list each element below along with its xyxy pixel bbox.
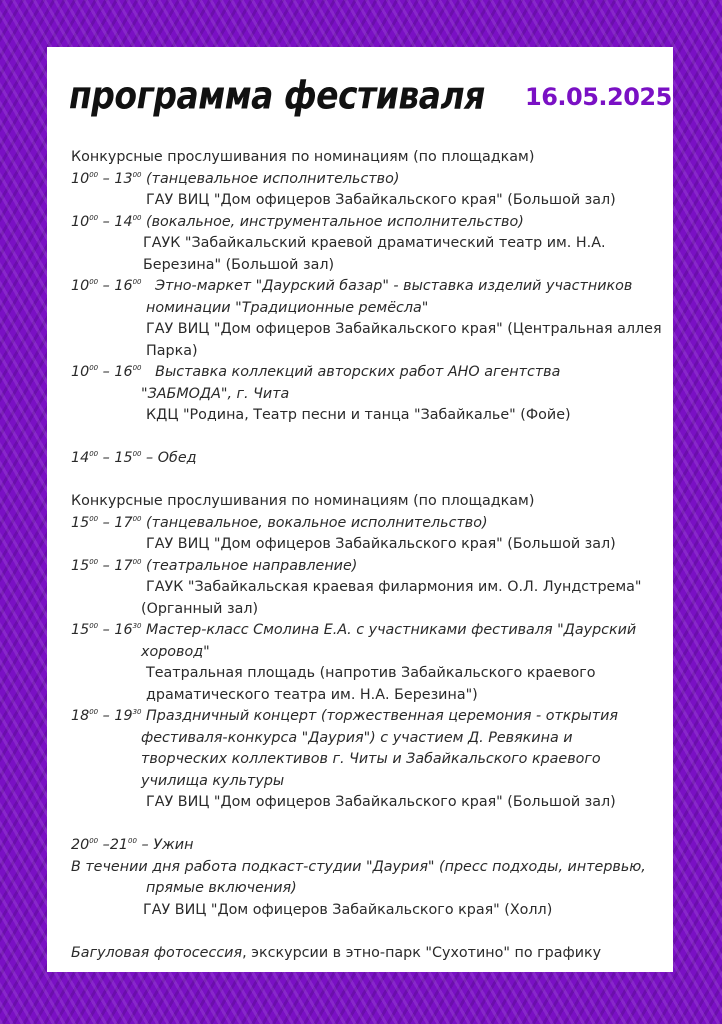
dinner-line: $20^{00}$ $-21^{00}$ – Ужин bbox=[71, 837, 194, 853]
program-sheet bbox=[47, 47, 673, 972]
description-line: училища культуры bbox=[141, 772, 285, 789]
venue-line: ГАУК "Забайкальская краевая филармония им. О.Л. Лундстрема" bbox=[146, 579, 642, 595]
description-line: "ЗАБМОДА", г. Чита bbox=[141, 385, 290, 402]
podcast-line: В течении дня работа подкаст-студии "Даурия" (пресс подходы, интервью, bbox=[71, 858, 646, 875]
venue-line: КДЦ "Родина, Театр песни и танца "Забайкалье" (Фойе) bbox=[146, 407, 571, 423]
schedule-time-line: $10^{00} - 16^{00}$ Этно-маркет "Даурский базар" - выставка изделий участников bbox=[71, 278, 633, 294]
schedule-time-line: $18^{00} - 19^{30}$ Праздничный концерт (торжественная церемония - открытия bbox=[71, 708, 619, 724]
venue-line: Парка) bbox=[146, 342, 198, 359]
schedule-time-line: $10^{00} - 13^{00}$ (танцевальное исполнительство) bbox=[71, 170, 400, 187]
section-heading: Конкурсные прослушивания по номинациям (по площадкам) bbox=[71, 149, 535, 165]
lunch-line: $14^{00} - 15^{00}$ – Обед bbox=[71, 450, 197, 466]
description-line: творческих коллективов г. Читы и Забайкальского краевого bbox=[141, 751, 601, 767]
venue-line: Театральная площадь (напротив Забайкальского краевого bbox=[146, 665, 596, 681]
section-heading: Конкурсные прослушивания по номинациям (по площадкам) bbox=[71, 493, 535, 509]
venue-line: ГАУ ВИЦ "Дом офицеров Забайкальского края" (Большой зал) bbox=[146, 536, 616, 552]
venue-line: ГАУ ВИЦ "Дом офицеров Забайкальского края" (Центральная аллея bbox=[146, 321, 662, 337]
schedule-time-line: $15^{00} - 17^{00}$ (театральное направление) bbox=[71, 557, 358, 574]
podcast-line: прямые включения) bbox=[146, 880, 297, 896]
program-content bbox=[71, 147, 661, 964]
description-line: хоровод" bbox=[141, 643, 210, 660]
description-line: фестиваля-конкурса "Даурия") с участием Д. Ревякина и bbox=[141, 729, 573, 746]
venue-line: Березина" (Большой зал) bbox=[143, 256, 335, 273]
schedule-time-line: $15^{00} - 16^{30}$ Мастер-класс Смолина Е.А. с участниками фестиваля "Даурский bbox=[71, 622, 637, 638]
footer-line: Багуловая фотосессия, экскурсии в этно-парк "Сухотино" по графику bbox=[71, 944, 602, 961]
description-line: номинации "Традиционные ремёсла" bbox=[146, 299, 429, 316]
venue-line: (Органный зал) bbox=[141, 600, 259, 617]
schedule-time-line: $10^{00} - 14^{00}$ (вокальное, инструментальное исполнительство) bbox=[71, 213, 524, 230]
venue-line: драматического театра им. Н.А. Березина") bbox=[146, 686, 478, 703]
venue-line: ГАУ ВИЦ "Дом офицеров Забайкальского края" (Большой зал) bbox=[146, 192, 616, 208]
schedule-time-line: $15^{00} - 17^{00}$ (танцевальное, вокальное исполнительство) bbox=[71, 514, 488, 531]
page-title: программа фестиваля bbox=[69, 73, 485, 118]
venue-line: ГАУ ВИЦ "Дом офицеров Забайкальского края" (Большой зал) bbox=[146, 794, 616, 810]
venue-line: ГАУ ВИЦ "Дом офицеров Забайкальского края" (Холл) bbox=[143, 901, 553, 918]
venue-line: ГАУК "Забайкальский краевой драматический театр им. Н.А. bbox=[143, 235, 606, 251]
festival-date: 16.05.2025 bbox=[525, 83, 672, 111]
schedule-time-line: $10^{00} - 16^{00}$ Выставка коллекций авторских работ АНО агентства bbox=[71, 364, 561, 380]
